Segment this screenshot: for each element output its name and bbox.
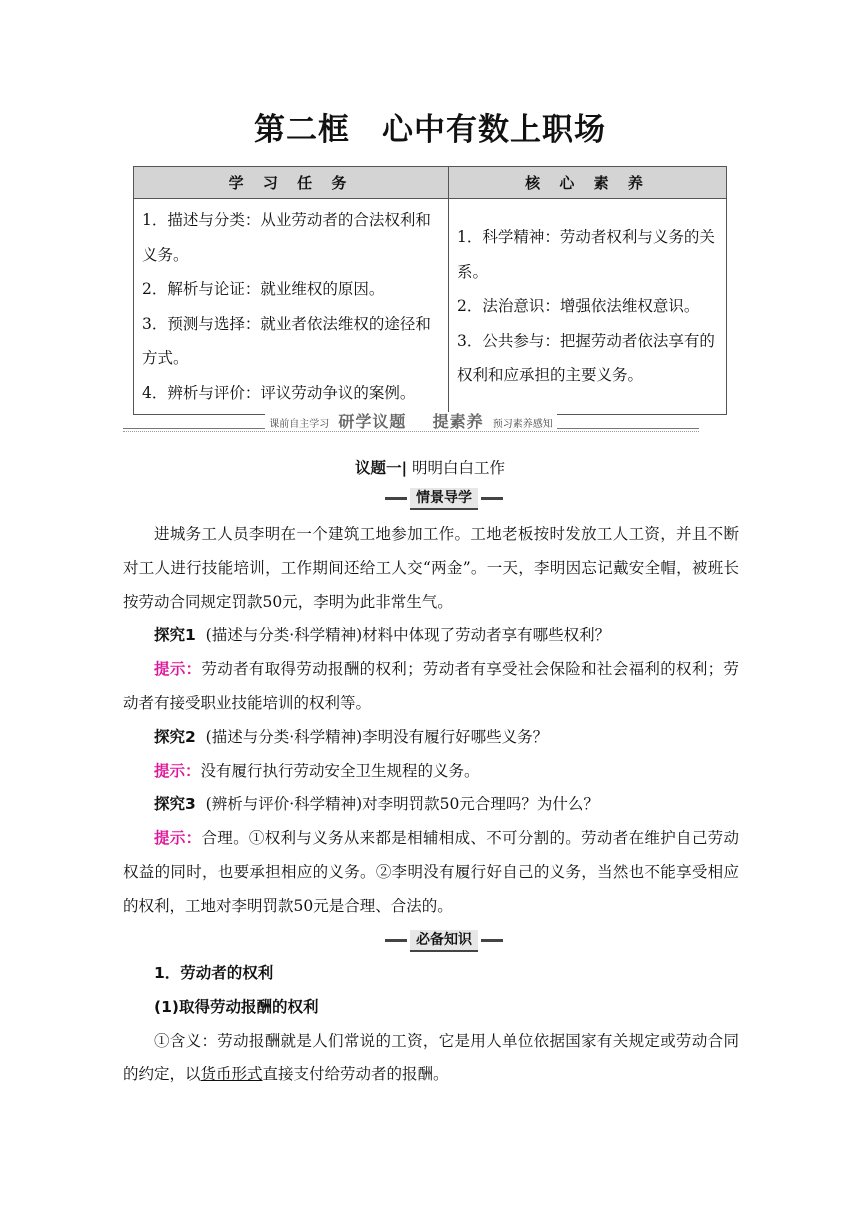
topic-heading — [0, 456, 860, 478]
knowledge-tag-label: 必备知识 — [410, 930, 478, 952]
scenario-paragraph: 进城务工人员李明在一个建筑工地参加工作。工地老板按时发放工人工资，并且不断对工人进行技能培训，工作期间还给工人交“两金”。一天，李明因忘记戴安全帽，被班长按劳动合同规定罚款50元，李明为此非常生气。 — [123, 525, 739, 611]
page-title: 第二框 心中有数上职场 — [254, 112, 606, 148]
arrow-icon: » — [414, 417, 426, 429]
knowledge-section — [123, 957, 739, 1092]
exploration-1-question: 探究1 (描述与分类·科学精神)材料中体现了劳动者享有哪些权利？ — [154, 626, 611, 645]
exploration-2-question: 探究2 (描述与分类·科学精神)李明没有履行好哪些义务？ — [154, 727, 549, 746]
knowledge-tag — [385, 930, 503, 950]
scenario-tag — [385, 488, 503, 508]
table-header-tasks: 学 习 任 务 — [134, 167, 449, 199]
knowledge-subheading: (1)取得劳动报酬的权利 — [154, 997, 319, 1016]
topic-label: 议题一| — [354, 459, 408, 477]
banner-right-caption: 预习素养感知 — [489, 419, 557, 430]
banner-title-2: 提素养 — [432, 412, 484, 431]
competency-item: 3．公共参与：把握劳动者依法享有的权利和应承担的主要义务。 — [457, 331, 715, 385]
objectives-table — [133, 166, 727, 415]
exploration-2-hint: 提示：没有履行执行劳动安全卫生规程的义务。 — [154, 761, 480, 780]
exploration-3-question: 探究3 (辨析与评价·科学精神)对李明罚款50元合理吗？为什么？ — [154, 795, 599, 814]
competency-item: 1．科学精神：劳动者权利与义务的关系。 — [457, 228, 715, 281]
task-item: 4．辨析与评价：评议劳动争议的案例。 — [142, 383, 416, 402]
topic-text: 明明白白工作 — [412, 459, 506, 477]
scenario-section — [123, 518, 739, 924]
task-item: 1．描述与分类：从业劳动者的合法权利和义务。 — [142, 211, 431, 264]
tasks-cell — [134, 199, 449, 415]
scenario-tag-label: 情景导学 — [410, 488, 478, 510]
task-item: 3．预测与选择：就业者依法维权的途径和方式。 — [142, 314, 431, 367]
exploration-3-hint: 提示：合理。①权利与义务从来都是相辅相成、不可分割的。劳动者在维护自己劳动权益的同时，也要承担相应的义务。②李明没有履行好自己的义务，当然也不能享受相应的权利，工地对李明罚款50元是合理、合法的。 — [123, 829, 739, 915]
banner-left-caption: 课前自主学习 — [265, 419, 333, 430]
section-banner — [123, 409, 699, 437]
table-header-competencies: 核 心 素 养 — [449, 167, 727, 199]
underlined-term: 货币形式 — [200, 1065, 263, 1084]
competencies-cell — [449, 199, 727, 415]
knowledge-heading: 1．劳动者的权利 — [154, 964, 274, 982]
banner-title-1: 研学议题 — [338, 412, 407, 431]
task-item: 2．解析与论证：就业维权的原因。 — [142, 280, 385, 298]
competency-item: 2．法治意识：增强依法维权意识。 — [457, 297, 700, 316]
exploration-1-hint: 提示：劳动者有取得劳动报酬的权利；劳动者有享受社会保险和社会福利的权利；劳动者有接受职业技能培训的权利等。 — [123, 660, 739, 712]
knowledge-definition: ①含义：劳动报酬就是人们常说的工资，它是用人单位依据国家有关规定或劳动合同的约定，以货币形式直接支付给劳动者的报酬。 — [123, 1031, 739, 1084]
